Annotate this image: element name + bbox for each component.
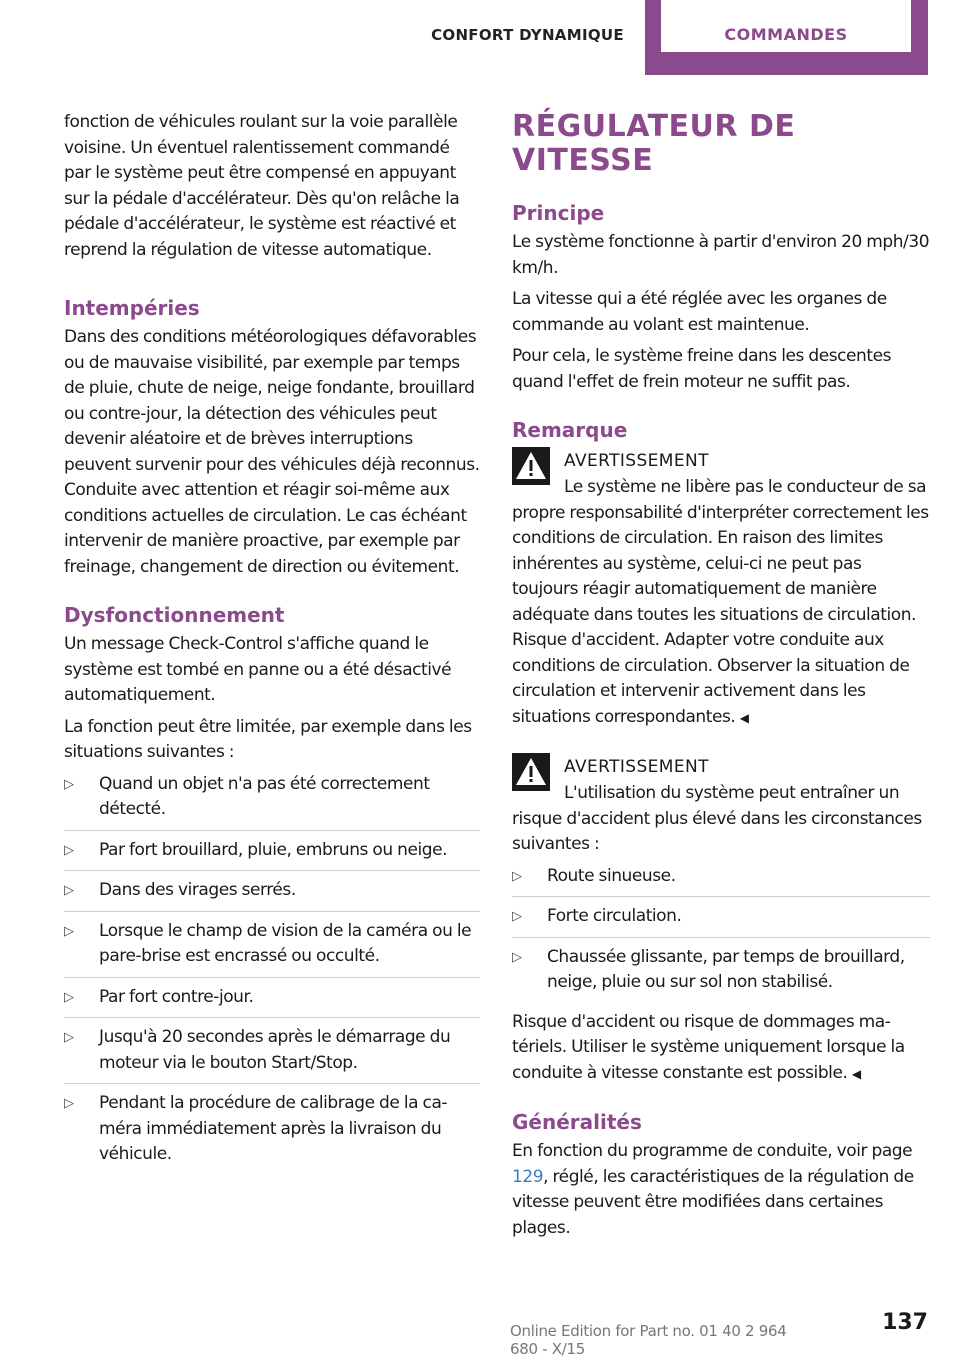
- triangle-bullet-icon: ▷: [512, 868, 522, 884]
- malfunction-paragraph-1: Un message Check-Control s'affiche quand le système est tombé en panne ou a été désactivé automatiquement.: [64, 634, 452, 705]
- section-title: RÉGULATEUR DE VITESSE: [512, 109, 796, 178]
- page-reference-link[interactable]: 129: [512, 1166, 544, 1187]
- list-item: ▷ Quand un objet n'a pas été correctement détecté.: [64, 772, 480, 831]
- footer-edition: Online Edition for Part no. 01 40 2 964 680 - X/15: [510, 1322, 787, 1358]
- end-of-note-icon: ◀: [851, 1066, 861, 1081]
- triangle-bullet-icon: ▷: [64, 883, 74, 898]
- warning-triangle-icon: [512, 753, 550, 791]
- warning-text: L'utilisation du système peut entraîner un risque d'accident plus élevé dans les circonstances suivantes :: [512, 783, 922, 854]
- weather-paragraph: Dans des conditions météorologiques défavorables ou de mauvaise visibilité, par exemple par temps de pluie, chute de neige, neige fondante, brouillard ou contre-jour, la détection des véhicules peut devenir aléatoire et de brèves interruptions peuvent survenir pour des véhicules déjà reconnus. Conduite avec attention et réagir soi-même aux conditions actuelles de circulation. Le cas échéant intervenir de manière proactive, par exemple par freinage, changement de direction ou évitement.: [64, 327, 480, 577]
- warning-title: AVERTISSEMENT: [564, 451, 709, 471]
- principle-paragraph-2: La vitesse qui a été réglée avec les organes de commande au volant est maintenue.: [512, 289, 887, 335]
- general-heading: Généralités: [512, 1110, 642, 1134]
- principle-paragraph-1: Le système fonctionne à partir d'environ 20 mph/30 km/h.: [512, 232, 930, 278]
- remark-heading: Remarque: [512, 418, 628, 442]
- limitation-list: [64, 772, 480, 1175]
- principle-paragraph-3: Pour cela, le système freine dans les descentes quand l'effet de frein moteur ne suffit pas.: [512, 346, 892, 392]
- warning-text: Le système ne libère pas le conducteur de sa propre responsabilité d'interpréter correctement les conditions de circulation. En raison des limites inhérentes au système, celui-ci ne peut pas toujours réagir automatiquement de manière adéquate dans toutes les situations de circulation. Risque d'accident. Adapter votre conduite aux conditions de circulation. Observer la situation de circulation et intervenir activement dans les situations correspondantes. ◀: [512, 477, 929, 727]
- header-chapter-tab: [645, 0, 928, 75]
- triangle-bullet-icon: ▷: [64, 1030, 74, 1045]
- warning-triangle-icon: [512, 447, 550, 485]
- risk-paragraph: Risque d'accident ou risque de dommages matériels. Utiliser le système uniquement lorsque la conduite à vitesse constante est possible. ◀: [512, 1011, 905, 1083]
- intro-paragraph: fonction de véhicules roulant sur la voie parallèle voisine. Un éventuel ralentissement commandé par le système peut être compensé en appuyant sur la pédale d'accélérateur. Dès qu'on relâche la pédale d'accélérateur, le système est réactivé et reprend la régulation de vitesse automatique.: [64, 112, 460, 260]
- weather-heading: Intempéries: [64, 296, 200, 320]
- list-item: ▷ Route sinueuse.: [512, 864, 930, 898]
- malfunction-heading: Dysfonctionnement: [64, 603, 285, 627]
- principle-heading: Principe: [512, 201, 605, 225]
- page-number: 137: [882, 1310, 928, 1335]
- header-chapter-label: COMMANDES: [661, 0, 911, 52]
- triangle-bullet-icon: ▷: [64, 923, 74, 939]
- triangle-bullet-icon: ▷: [512, 949, 522, 965]
- malfunction-paragraph-2: La fonction peut être limitée, par exemple dans les situations suivantes :: [64, 716, 472, 762]
- left-column: [64, 110, 480, 1182]
- header-section-label: CONFORT DYNAMIQUE: [431, 26, 624, 44]
- triangle-bullet-icon: ▷: [64, 1096, 74, 1111]
- list-item: ▷ Par fort brouillard, pluie, embruns ou neige.: [64, 838, 480, 872]
- end-of-note-icon: ◀: [739, 710, 749, 725]
- general-paragraph: En fonction du programme de conduite, voir page 129, réglé, les caractéristiques de la régulation de vitesse peuvent être modifiées dans certaines plages.: [512, 1141, 914, 1238]
- warning-block-2: [512, 753, 930, 858]
- list-item: ▷ Par fort contre-jour.: [64, 985, 480, 1019]
- warning-title: AVERTISSEMENT: [564, 757, 709, 777]
- triangle-bullet-icon: ▷: [64, 842, 74, 858]
- list-item: ▷ Pendant la procédure de calibrage de la caméra immédiatement après la livraison du véhicule.: [64, 1093, 448, 1164]
- triangle-bullet-icon: ▷: [64, 776, 74, 792]
- triangle-bullet-icon: ▷: [512, 909, 522, 924]
- risk-list: [512, 864, 930, 1003]
- list-item: ▷ Jusqu'à 20 secondes après le démarrage du moteur via le bouton Start/Stop.: [64, 1025, 480, 1084]
- right-column: [512, 110, 930, 1247]
- list-item: ▷ Chaussée glissante, par temps de brouillard, neige, pluie ou sur sol non stabilisé.: [512, 946, 905, 992]
- triangle-bullet-icon: ▷: [64, 989, 74, 1005]
- list-item: ▷ Forte circulation.: [512, 904, 930, 938]
- warning-block-1: [512, 447, 930, 731]
- list-item: ▷ Lorsque le champ de vision de la caméra ou le pare-brise est encrassé ou occulté.: [64, 919, 480, 978]
- list-item: ▷ Dans des virages serrés.: [64, 878, 480, 912]
